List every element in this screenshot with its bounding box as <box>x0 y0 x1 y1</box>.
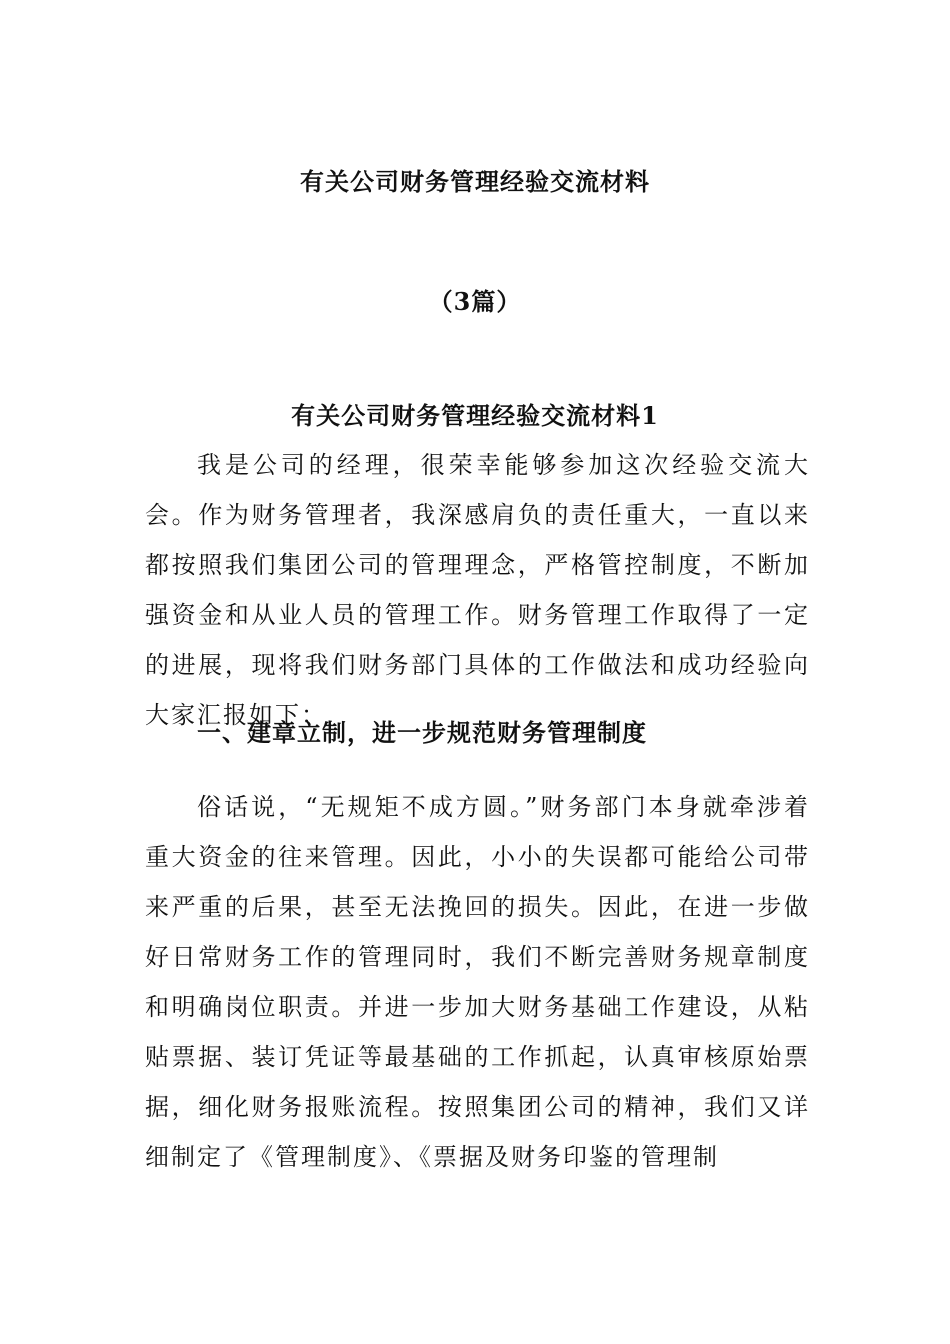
article-title: 有关公司财务管理经验交流材料1 <box>291 401 659 430</box>
document-title: 有关公司财务管理经验交流材料 <box>300 167 650 196</box>
section-heading: 一、建章立制，进一步规范财务管理制度 <box>197 718 647 747</box>
body-paragraph: 俗话说，“无规矩不成方圆。”财务部门本身就牵涉着重大资金的往来管理。因此，小小的失误都可能给公司带来严重的后果，甚至无法挽回的损失。因此，在进一步做好日常财务工作的管理同时，我们不断完善财务规章制度和明确岗位职责。并进一步加大财务基础工作建设，从粘贴票据、装订凭证等最基础的工作抓起，认真审核原始票据，细化财务报账流程。按照集团公司的精神，我们又详细制定了《管理制度》、《票据及财务印鉴的管理制 <box>145 793 810 1171</box>
body-paragraph: 我是公司的经理，很荣幸能够参加这次经验交流大会。作为财务管理者，我深感肩负的责任重大，一直以来都按照我们集团公司的管理理念，严格管控制度，不断加强资金和从业人员的管理工作。财务管理工作取得了一定的进展，现将我们财务部门具体的工作做法和成功经验向大家汇报如下： <box>145 451 810 729</box>
article-count: （3篇） <box>428 287 522 316</box>
